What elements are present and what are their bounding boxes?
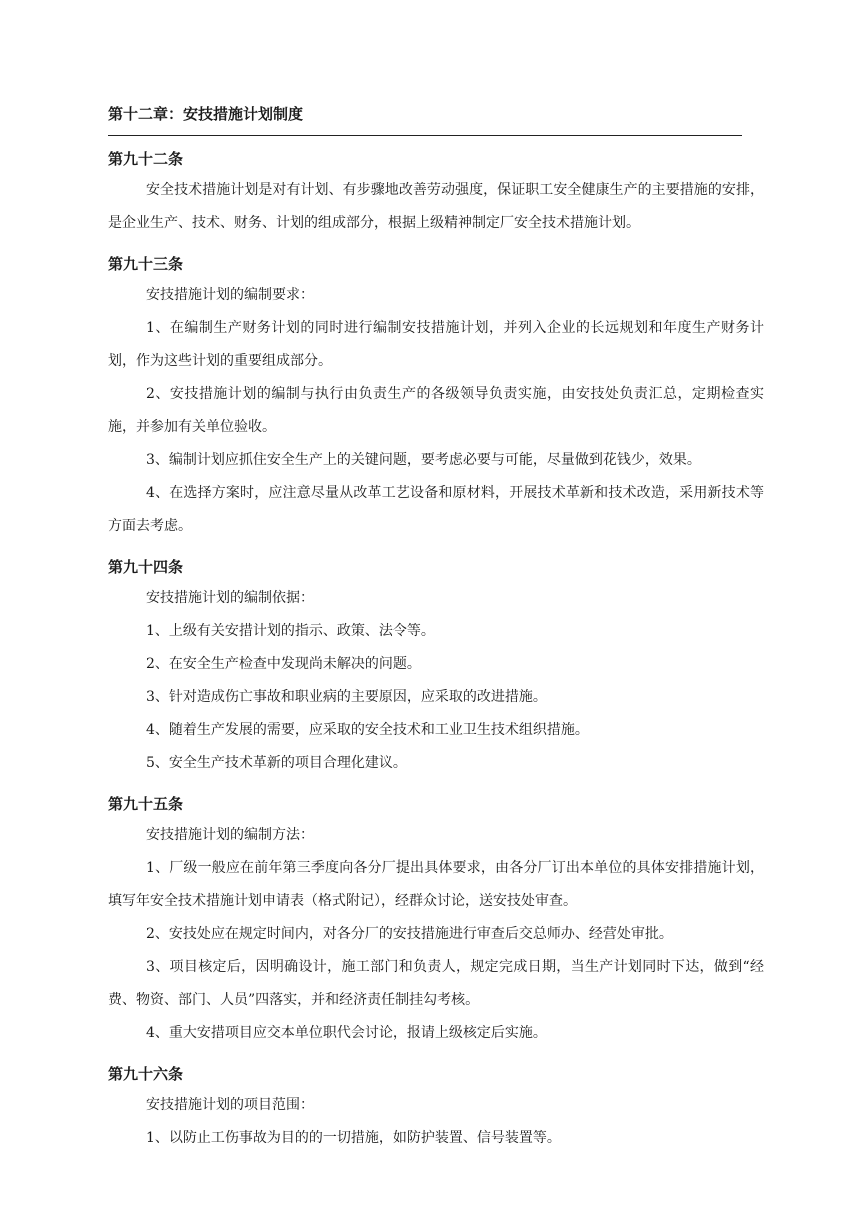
article-paragraph: 安技措施计划的编制依据： [146, 590, 314, 606]
article-heading: 第九十三条 [108, 255, 184, 273]
section-article-95 [108, 789, 770, 1050]
chapter-title: 第十二章：安技措施计划制度 [108, 105, 304, 123]
article-paragraph: 安技措施计划的项目范围： [146, 1097, 314, 1113]
section-article-93 [108, 249, 770, 543]
section-article-96 [108, 1059, 770, 1155]
article-heading: 第九十四条 [108, 558, 184, 576]
article-paragraph: 2、在安全生产检查中发现尚未解决的问题。 [146, 656, 421, 672]
section-gap [108, 543, 770, 552]
header-rule [108, 135, 742, 136]
article-paragraph: 1、上级有关安措计划的指示、政策、法令等。 [146, 623, 435, 639]
article-paragraph: 安技措施计划的编制方法： [146, 827, 314, 843]
article-paragraph: 2、安技措施计划的编制与执行由负责生产的各级领导负责实施，由安技处负责汇总，定期检查实施，并参加有关单位验收。 [108, 386, 764, 435]
article-paragraph: 安技措施计划的编制要求： [146, 287, 314, 303]
article-paragraph: 1、在编制生产财务计划的同时进行编制安技措施计划，并列入企业的长远规划和年度生产财务计划，作为这些计划的重要组成部分。 [108, 320, 764, 369]
section-gap [108, 780, 770, 789]
article-heading: 第九十六条 [108, 1065, 184, 1083]
article-heading: 第九十二条 [108, 150, 184, 168]
section-article-92 [108, 144, 770, 240]
article-heading: 第九十五条 [108, 795, 184, 813]
article-paragraph: 5、安全生产技术革新的项目合理化建议。 [146, 755, 407, 771]
article-paragraph: 1、以防止工伤事故为目的的一切措施，如防护装置、信号装置等。 [146, 1130, 561, 1146]
article-paragraph: 安全技术措施计划是对有计划、有步骤地改善劳动强度，保证职工安全健康生产的主要措施的安排，是企业生产、技术、财务、计划的组成部分，根据上级精神制定厂安全技术措施计划。 [108, 182, 764, 231]
section-gap [108, 1050, 770, 1059]
article-paragraph: 4、随着生产发展的需要，应采取的安全技术和工业卫生技术组织措施。 [146, 722, 589, 738]
section-gap [108, 240, 770, 249]
article-paragraph: 4、在选择方案时，应注意尽量从改革工艺设备和原材料，开展技术革新和技术改造，采用新技术等方面去考虑。 [108, 485, 764, 534]
document-body [108, 144, 770, 1155]
article-paragraph: 3、项目核定后，因明确设计，施工部门和负责人，规定完成日期，当生产计划同时下达，做到“经费、物资、部门、人员”四落实，并和经济责任制挂勾考核。 [108, 959, 764, 1008]
article-paragraph: 4、重大安措项目应交本单位职代会讨论，报请上级核定后实施。 [146, 1025, 547, 1041]
article-paragraph: 3、针对造成伤亡事故和职业病的主要原因，应采取的改进措施。 [146, 689, 547, 705]
article-paragraph: 1、厂级一般应在前年第三季度向各分厂提出具体要求，由各分厂订出本单位的具体安排措施计划，填写年安全技术措施计划申请表（格式附记），经群众讨论，送安技处审查。 [108, 860, 764, 909]
section-article-94 [108, 552, 770, 780]
article-paragraph: 3、编制计划应抓住安全生产上的关键问题，要考虑必要与可能，尽量做到花钱少，效果。 [146, 452, 701, 468]
article-paragraph: 2、安技处应在规定时间内，对各分厂的安技措施进行审查后交总师办、经营处审批。 [146, 926, 673, 942]
